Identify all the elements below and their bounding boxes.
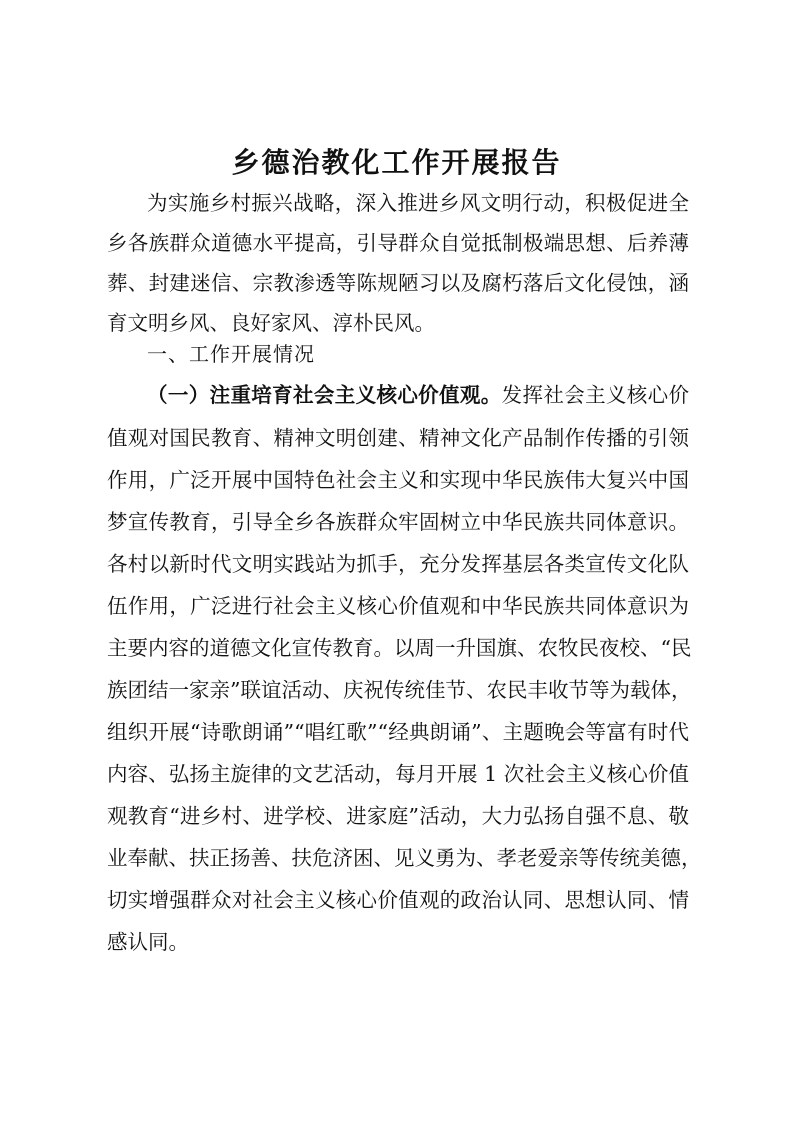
body-line: 各村以新时代文明实践站为抓手，充分发挥基层各类宣传文化队: [107, 552, 689, 576]
subsection-first-line-text: 发挥社会主义核心价: [501, 383, 690, 407]
section-heading: 一、工作开展情况: [147, 342, 315, 366]
intro-line: 乡各族群众道德水平提高，引导群众自觉抵制极端思想、后养薄: [107, 231, 689, 255]
body-line: 伍作用，广泛进行社会主义核心价值观和中华民族共同体意识为: [107, 594, 689, 618]
intro-line: 为实施乡村振兴战略，深入推进乡风文明行动，积极促进全: [147, 191, 689, 215]
body-line: 作用，广泛开展中国特色社会主义和实现中华民族伟大复兴中国: [107, 468, 689, 492]
intro-line: 育文明乡风、良好家风、淳朴民风。: [107, 311, 435, 335]
body-line: 业奉献、扶正扬善、扶危济困、见义勇为、孝老爱亲等传统美德，: [107, 846, 702, 870]
intro-line: 葬、封建迷信、宗教渗透等陈规陋习以及腐朽落后文化侵蚀，涵: [107, 271, 689, 295]
body-line: 感认同。: [107, 930, 189, 954]
body-line: 切实增强群众对社会主义核心价值观的政治认同、思想认同、情: [107, 888, 689, 912]
body-line: 族团结一家亲”联谊活动、庆祝传统佳节、农民丰收节等为载体，: [107, 678, 692, 702]
body-line: 观教育“进乡村、进学校、进家庭”活动，大力弘扬自强不息、敬: [107, 804, 689, 828]
body-line: 梦宣传教育，引导全乡各族群众牢固树立中华民族共同体意识。: [107, 510, 689, 534]
body-line: 主要内容的道德文化宣传教育。以周一升国旗、农牧民夜校、“民: [107, 636, 692, 660]
body-line: 内容、弘扬主旋律的文艺活动，每月开展 1 次社会主义核心价值: [107, 762, 689, 786]
subsection-heading: （一）注重培育社会主义核心价值观。: [147, 383, 502, 407]
document-title: 乡德治教化工作开展报告: [231, 146, 562, 179]
body-line: 组织开展“诗歌朗诵”“唱红歌”“经典朗诵”、主题晚会等富有时代: [107, 720, 689, 744]
subsection-first-line: [147, 375, 689, 415]
body-line: 值观对国民教育、精神文明创建、精神文化产品制作传播的引领: [107, 426, 689, 450]
